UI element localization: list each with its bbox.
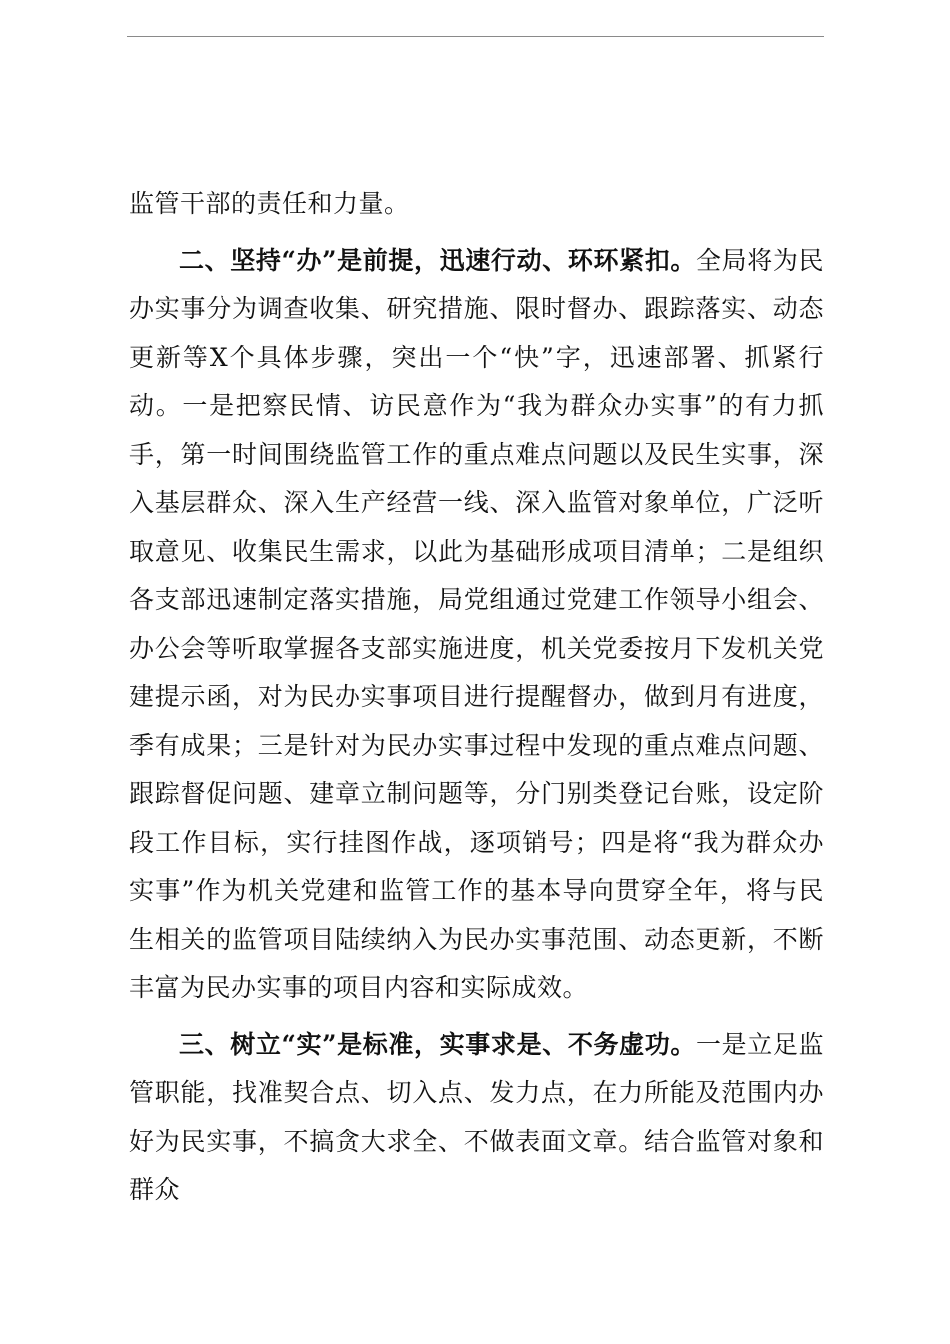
- paragraph-text: 监管干部的责任和力量。: [129, 189, 410, 218]
- section-two-text: 全局将为民办实事分为调查收集、研究措施、限时督办、跟踪落实、动态更新等X个具体步骤，突出一个“快”字，迅速部署、抓紧行动。一是把察民情、访民意作为“我为群众办实事”的有力抓手，第一时间围绕监管工作的重点难点问题以及民生实事，深入基层群众、深入生产经营一线、深入监管对象单位，广泛听取意见、收集民生需求，以此为基础形成项目清单；二是组织各支部迅速制定落实措施，局党组通过党建工作领导小组会、办公会等听取掌握各支部实施进度，机关党委按月下发机关党建提示函，对为民办实事项目进行提醒督办，做到月有进度，季有成果；三是针对为民办实事过程中发现的重点难点问题、跟踪督促问题、建章立制问题等，分门别类登记台账，设定阶段工作目标，实行挂图作战，逐项销号；四是将“我为群众办实事”作为机关党建和监管工作的基本导向贯穿全年，将与民生相关的监管项目陆续纳入为民办实事范围、动态更新，不断丰富为民办实事的项目内容和实际成效。: [129, 245, 824, 1002]
- header-rule: [127, 36, 824, 37]
- paragraph-section-two: [129, 237, 824, 1013]
- section-three-heading: 三、树立“实”是标准，实事求是、不务虚功。: [179, 1029, 696, 1059]
- paragraph-section-three: [129, 1021, 824, 1215]
- section-two-heading: 二、坚持“办”是前提，迅速行动、环环紧扣。: [179, 245, 696, 275]
- section-three-text: 一是立足监管职能，找准契合点、切入点、发力点，在力所能及范围内办好为民实事，不搞贪大求全、不做表面文章。结合监管对象和群众: [129, 1029, 824, 1204]
- paragraph-continuation: [129, 180, 824, 229]
- document-body: [129, 180, 824, 1215]
